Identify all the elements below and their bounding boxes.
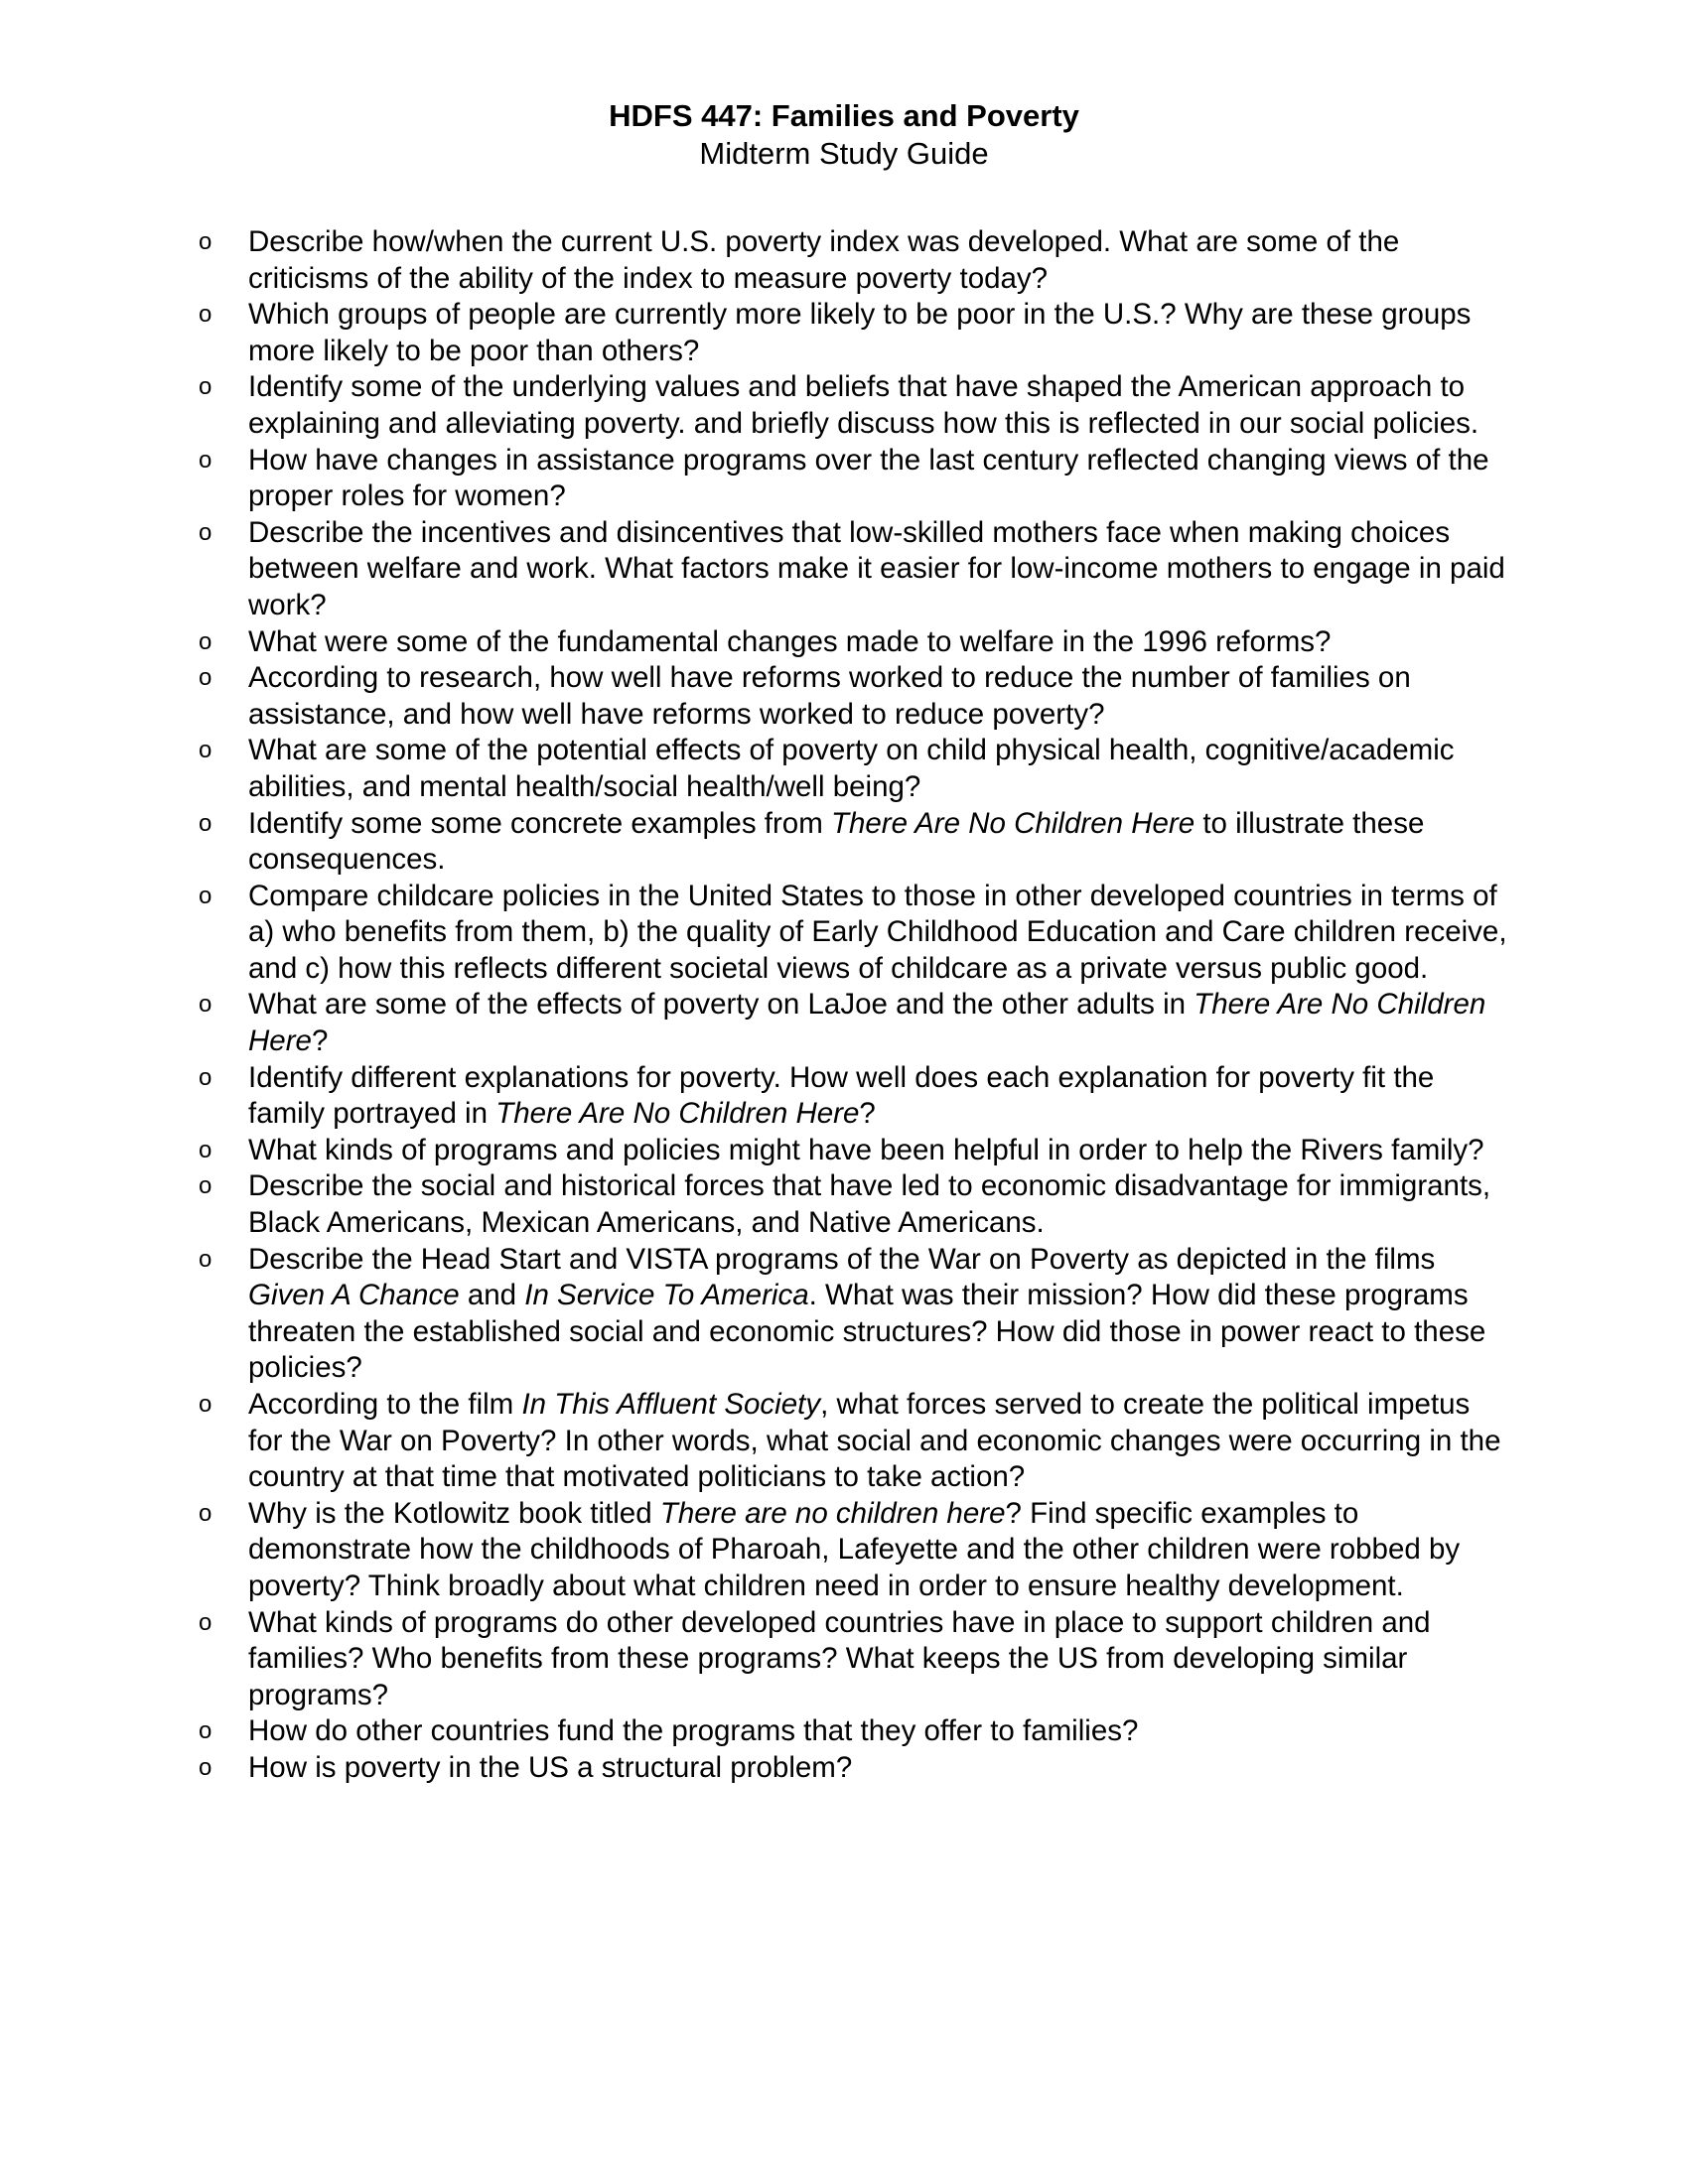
study-question (199, 987, 1509, 1059)
study-question (199, 806, 1509, 879)
question-text-segment: What are some of the effects of poverty on LaJoe and the other adults in (248, 988, 1195, 1022)
question-text-segment: . What was their mission? How did these programs threaten the established social and economic structures? How did those in power react to these policies? (248, 1279, 1486, 1385)
question-text (248, 879, 1509, 988)
question-text (248, 1060, 1509, 1133)
question-text-segment: What are some of the potential effects of poverty on child physical health, cognitive/academic abilities, and mental health/social health/well being? (248, 734, 1455, 803)
question-text-segment: Which groups of people are currently more likely to be poor in the U.S.? Why are these groups more likely to be poor than others? (248, 298, 1472, 367)
circle-bullet-icon: o (199, 1063, 212, 1091)
question-text (248, 224, 1509, 297)
question-text (248, 1242, 1509, 1387)
circle-bullet-icon: o (199, 737, 212, 764)
question-text (248, 297, 1509, 369)
circle-bullet-icon: o (199, 1717, 212, 1745)
question-text-segment: How is poverty in the US a structural problem? (248, 1750, 853, 1784)
question-text-segment: ? (311, 1024, 329, 1058)
italic-title-text: There Are No Children Here (830, 806, 1196, 840)
question-text-segment: What kinds of programs do other developed countries have in place to support children and families? Who benefits from these programs? What keeps the US from developing similar programs? (248, 1605, 1431, 1711)
question-text-segment: ? (859, 1097, 876, 1131)
italic-title-text: There Are No Children Here (248, 988, 1486, 1058)
study-question (199, 1605, 1509, 1714)
circle-bullet-icon: o (199, 373, 212, 401)
question-text-segment: Identify some of the underlying values and beliefs that have shaped the American approach to explaining and alleviating poverty. and briefly discuss how this is reflected in our social policies. (248, 370, 1479, 440)
circle-bullet-icon: o (199, 1608, 212, 1636)
study-question (199, 624, 1509, 661)
study-question (199, 1750, 1509, 1787)
question-text-segment: How do other countries fund the programs that they offer to families? (248, 1714, 1139, 1748)
question-text-segment: Describe the Head Start and VISTA programs of the War on Poverty as depicted in the films (248, 1242, 1436, 1276)
circle-bullet-icon: o (199, 1136, 212, 1163)
italic-title-text: Given A Chance (248, 1279, 460, 1312)
question-text-segment: to illustrate these consequences. (248, 806, 1425, 877)
question-text (248, 1750, 1509, 1787)
question-text (248, 1168, 1509, 1241)
question-text (248, 515, 1509, 624)
circle-bullet-icon: o (199, 882, 212, 909)
study-question (199, 297, 1509, 369)
question-text (248, 806, 1509, 879)
circle-bullet-icon: o (199, 1753, 212, 1781)
study-question (199, 443, 1509, 515)
circle-bullet-icon: o (199, 228, 212, 255)
question-text (248, 1496, 1509, 1605)
italic-title-text: In Service To America (524, 1279, 809, 1312)
question-text (248, 1605, 1509, 1714)
study-question (199, 369, 1509, 442)
question-text-segment: How have changes in assistance programs over the last century reflected changing views of the proper roles for women? (248, 443, 1489, 513)
question-text-segment: Describe the social and historical forces that have led to economic disadvantage for immigrants, Black Americans, Mexican Americans, and Native Americans. (248, 1169, 1491, 1240)
study-question (199, 1060, 1509, 1133)
study-question (199, 224, 1509, 297)
study-question (199, 1133, 1509, 1169)
study-question (199, 1496, 1509, 1605)
circle-bullet-icon: o (199, 1499, 212, 1527)
study-question (199, 733, 1509, 805)
circle-bullet-icon: o (199, 1172, 212, 1200)
circle-bullet-icon: o (199, 991, 212, 1019)
italic-title-text: In This Affluent Society (521, 1388, 821, 1421)
question-text (248, 733, 1509, 805)
question-text-segment: Compare childcare policies in the United States to those in other developed countries in terms of a) who benefits from them, b) the quality of Early Childhood Education and Care children receive, and c) how this reflects different societal views of childcare as a private versus public good. (248, 879, 1507, 985)
circle-bullet-icon: o (199, 446, 212, 474)
circle-bullet-icon: o (199, 809, 212, 837)
question-text-segment: , what forces served to create the political impetus for the War on Poverty? In other words, what social and economic changes were occurring in the country at that time that motivated politicians to take action? (248, 1388, 1501, 1494)
document-title: HDFS 447: Families and Poverty (609, 98, 1079, 133)
question-text (248, 369, 1509, 442)
circle-bullet-icon: o (199, 518, 212, 546)
question-text-segment: What kinds of programs and policies might have been helpful in order to help the Rivers family? (248, 1133, 1484, 1166)
circle-bullet-icon: o (199, 664, 212, 692)
study-question (199, 1168, 1509, 1241)
question-text-segment: According to research, how well have reforms worked to reduce the number of families on assistance, and how well have reforms worked to reduce poverty? (248, 661, 1411, 731)
circle-bullet-icon: o (199, 301, 212, 329)
study-question (199, 515, 1509, 624)
circle-bullet-icon: o (199, 1245, 212, 1273)
italic-title-text: There are no children here (659, 1496, 1006, 1530)
question-text (248, 987, 1509, 1059)
question-text-segment: and (459, 1279, 525, 1312)
question-text (248, 1133, 1509, 1169)
question-text (248, 1713, 1509, 1750)
study-question (199, 1713, 1509, 1750)
question-text (248, 660, 1509, 733)
study-question (199, 879, 1509, 988)
question-text-segment: Identify some some concrete examples from (248, 806, 831, 840)
question-text (248, 443, 1509, 515)
study-question (199, 1387, 1509, 1496)
study-question (199, 660, 1509, 733)
question-text-segment: Describe the incentives and disincentives that low-skilled mothers face when making choices between welfare and work. What factors make it easier for low-income mothers to engage in paid work? (248, 515, 1505, 621)
question-text (248, 1387, 1509, 1496)
question-text-segment: Describe how/when the current U.S. poverty index was developed. What are some of the criticisms of the ability of the index to measure poverty today? (248, 225, 1400, 295)
circle-bullet-icon: o (199, 1391, 212, 1418)
question-text-segment: What were some of the fundamental changes made to welfare in the 1996 reforms? (248, 624, 1332, 658)
question-text-segment: According to the film (248, 1388, 522, 1421)
question-text-segment: Identify different explanations for poverty. How well does each explanation for poverty fit the family portrayed in (248, 1060, 1435, 1131)
document-header (0, 97, 1688, 173)
circle-bullet-icon: o (199, 627, 212, 655)
italic-title-text: There Are No Children Here (495, 1097, 860, 1131)
question-text (248, 624, 1509, 661)
question-text-segment: Why is the Kotlowitz book titled (248, 1496, 660, 1530)
document-subtitle: Midterm Study Guide (699, 136, 989, 171)
study-question (199, 1242, 1509, 1387)
study-question-list (199, 224, 1509, 1787)
question-text-segment: ? Find specific examples to demonstrate how the childhoods of Pharoah, Lafeyette and the other children were robbed by poverty? Think broadly about what children need in order to ensure healthy development. (248, 1496, 1461, 1602)
